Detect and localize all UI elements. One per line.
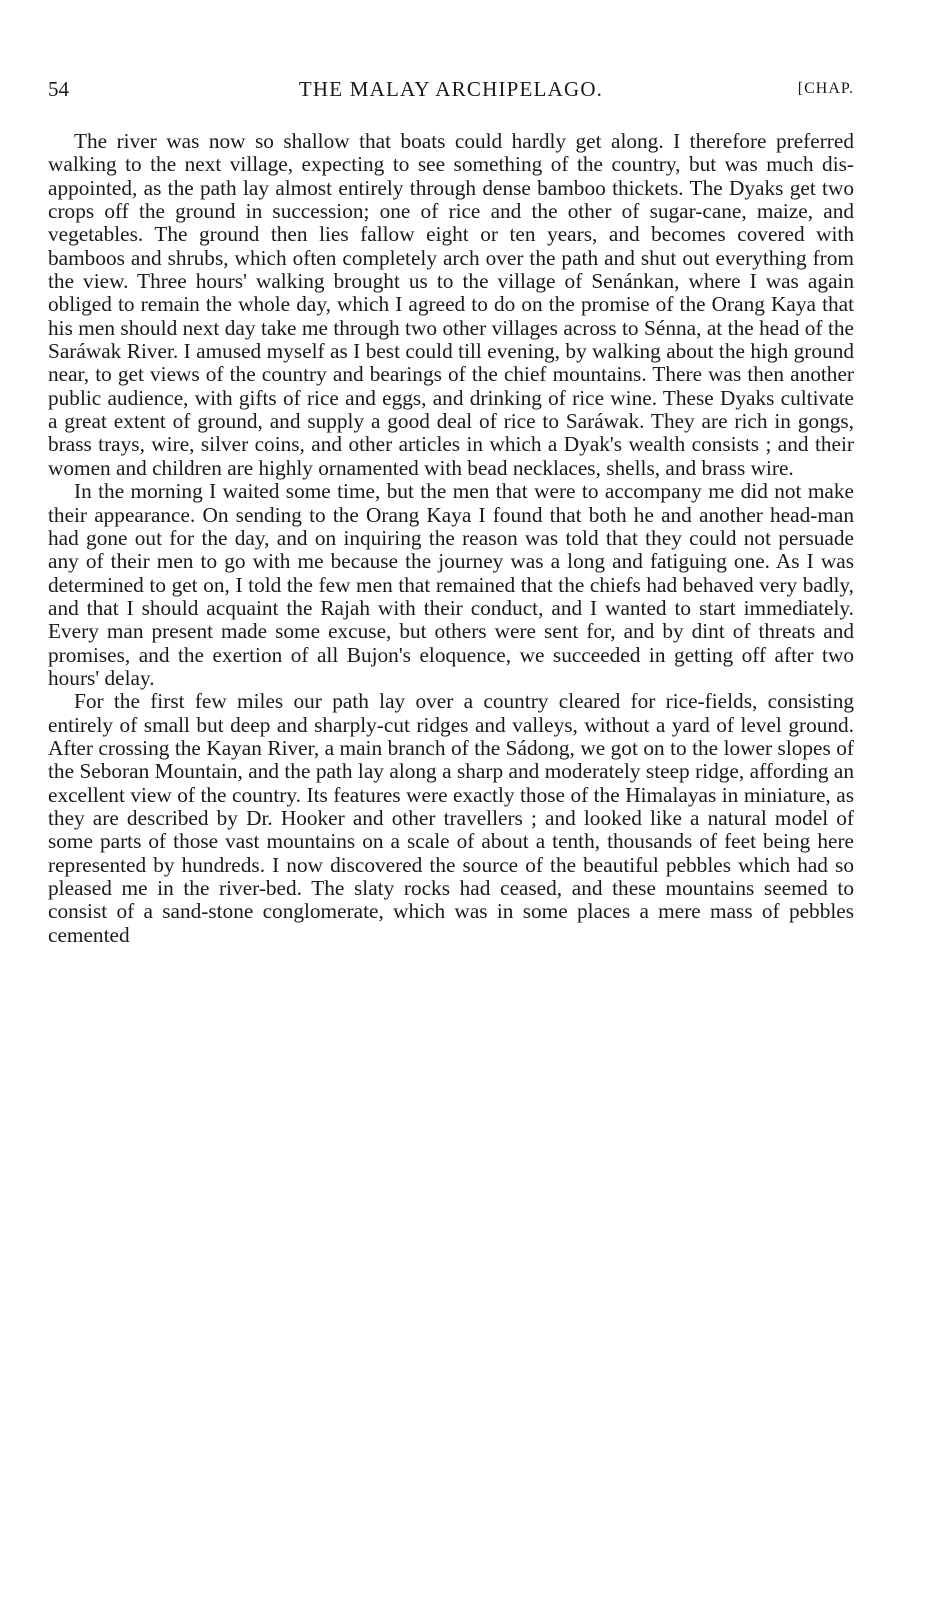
running-title: THE MALAY ARCHIPELAGO. [298, 77, 604, 101]
body-text [48, 130, 854, 947]
paragraph-2: In the morning I waited some time, but the men that were to accompany me did not make their appearance. On sending to the Orang Kaya I found that both he and another head-man had gone out for the day, and on inquiring the reason was told that they could not persuade any of their men to go with me because the journey was a long and fatiguing one. As I was determined to get on, I told the few men that remained that the chiefs had behaved very badly, and that I should acquaint the Rajah with their conduct, and I wanted to start immediately. Every man present made some excuse, but others were sent for, and by dint of threats and promises, and the exertion of all Bujon's eloquence, we succeeded in getting off after two hours' delay. [48, 479, 854, 690]
paragraph-3: For the first few miles our path lay over a country cleared for rice-fields, consisting entirely of small but deep and sharply-cut ridges and valleys, without a yard of level ground. After crossing the Kayan River, a main branch of the Sádong, we got on to the lower slopes of the Seboran Mountain, and the path lay along a sharp and moderately steep ridge, affording an excellent view of the country. Its features were exactly those of the Himalayas in miniature, as they are described by Dr. Hooker and other travellers ; and looked like a natural model of some parts of those vast mountains on a scale of about a tenth, thousands of feet being here represented by hundreds. I now discovered the source of the beautiful pebbles which had so pleased me in the river-bed. The slaty rocks had ceased, and these mountains seemed to consist of a sand-stone conglomerate, which was in some places a mere mass of pebbles cemented [48, 689, 854, 947]
book-page [48, 74, 854, 947]
paragraph-1: The river was now so shallow that boats could hardly get along. I therefore preferred walking to the next village, expecting to see something of the country, but was much disappointed, as the path lay almost entirely through dense bamboo thickets. The Dyaks get two crops off the ground in succession; one of rice and the other of sugar-cane, maize, and vegetables. The ground then lies fallow eight or ten years, and becomes covered with bamboos and shrubs, which often completely arch over the path and shut out everything from the view. Three hours' walking brought us to the village of Senánkan, where I was again obliged to remain the whole day, which I agreed to do on the promise of the Orang Kaya that his men should next day take me through two other villages across to Sénna, at the head of the Saráwak River. I amused myself as I best could till evening, by walking about the high ground near, to get views of the country and bearings of the chief mountains. There was then another public audience, with gifts of rice and eggs, and drinking of rice wine. These Dyaks cultivate a great extent of ground, and supply a good deal of rice to Saráwak. They are rich in gongs, brass trays, wire, silver coins, and other articles in which a Dyak's wealth consists ; and their women and children are highly ornamented with bead necklaces, shells, and brass wire. [48, 129, 854, 480]
chapter-mark: [CHAP. [797, 80, 854, 97]
page-number: 54 [48, 77, 69, 101]
running-head [48, 74, 854, 104]
